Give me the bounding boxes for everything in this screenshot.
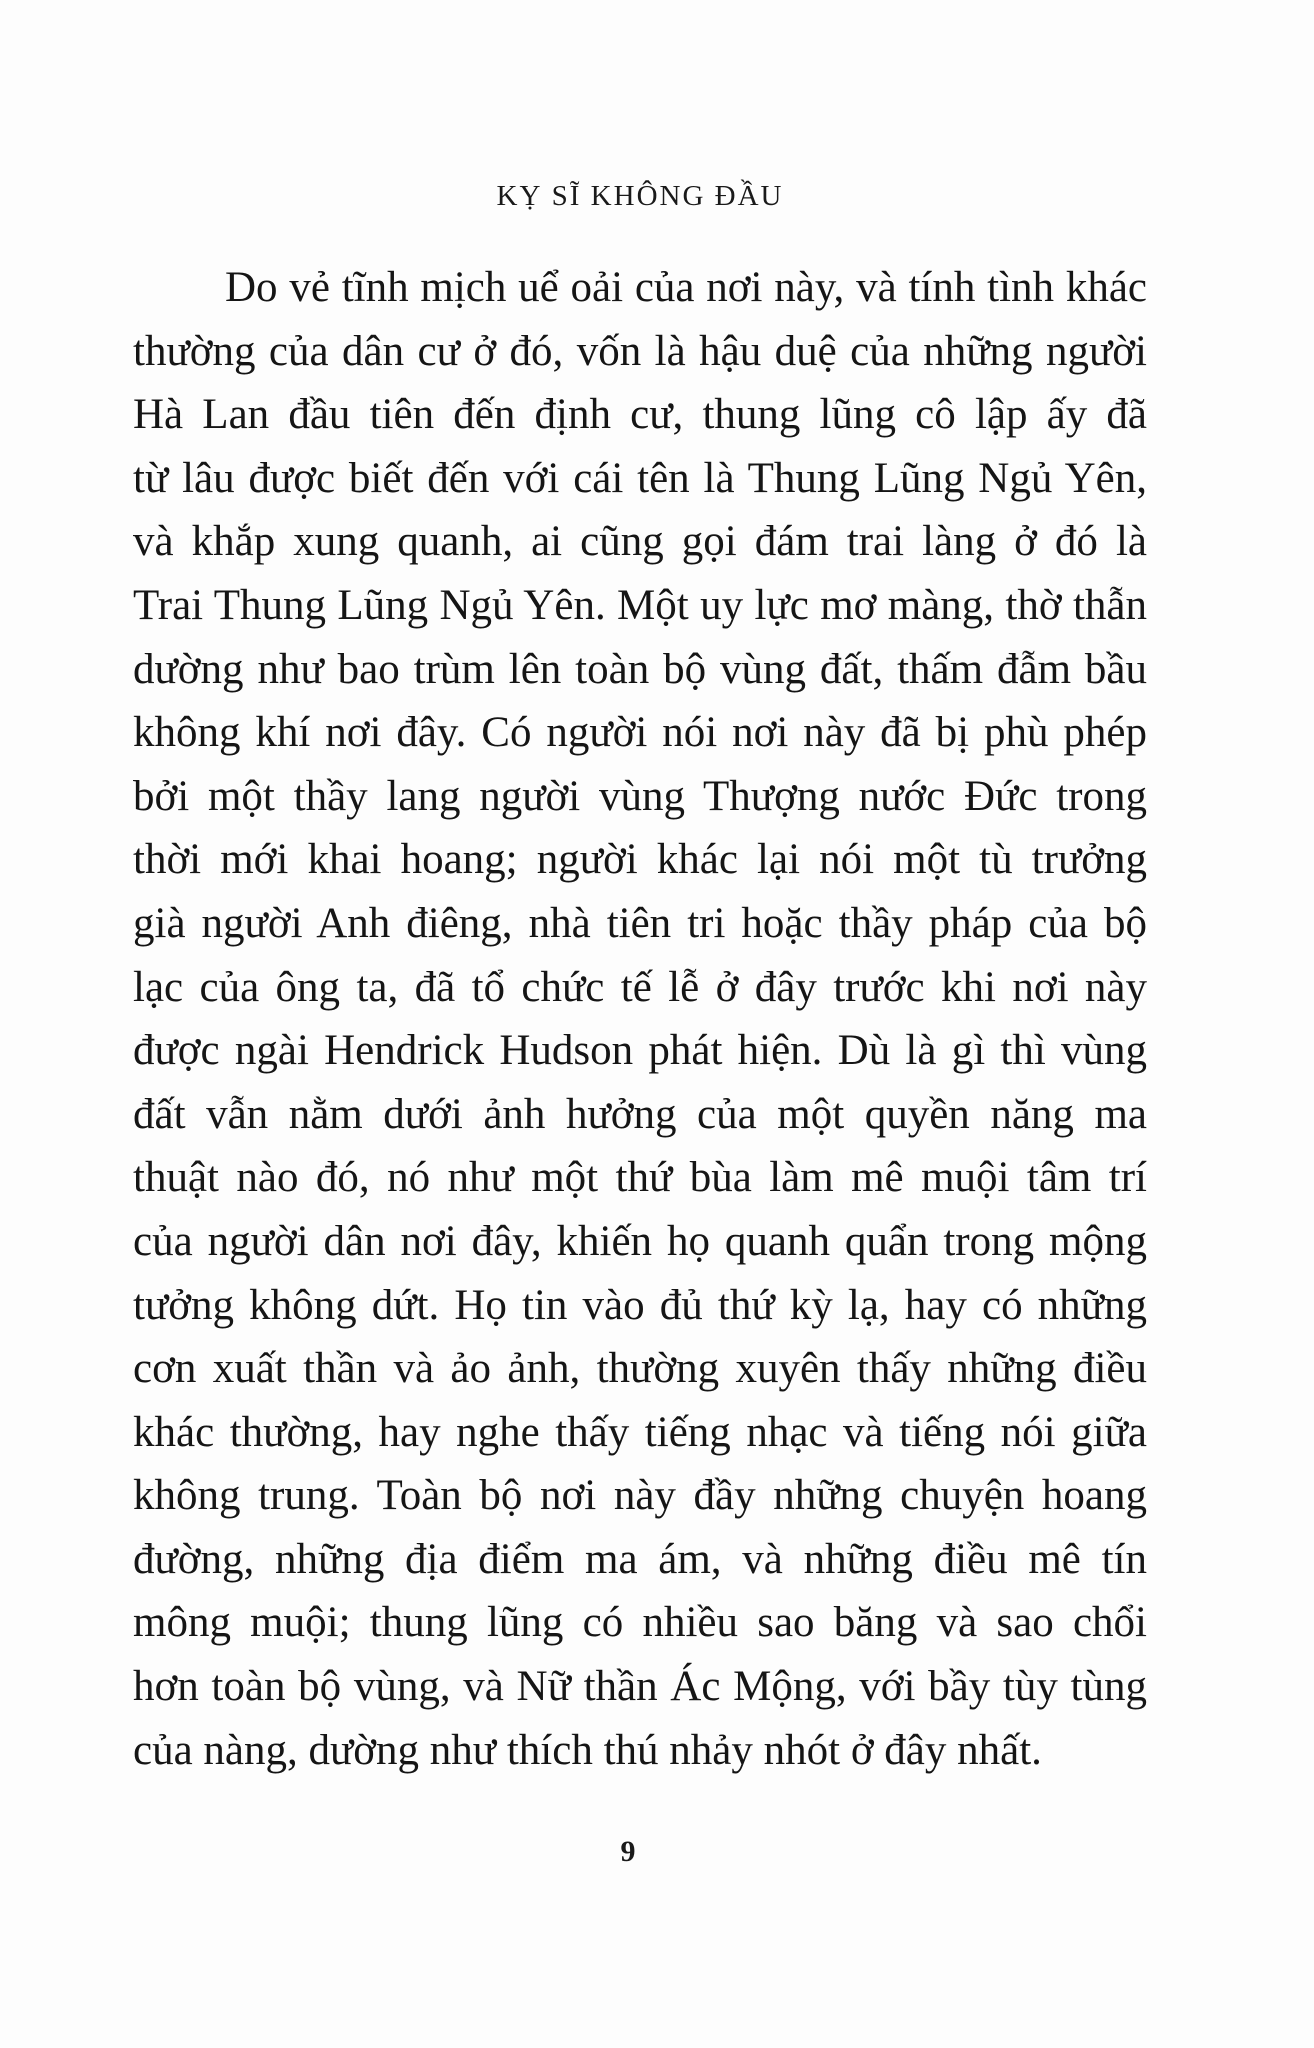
- text-line: khác thường, hay nghe thấy tiếng nhạc và tiếng nói giữa: [133, 1408, 1147, 1456]
- text-line: Trai Thung Lũng Ngủ Yên. Một uy lực mơ màng, thờ thẫn: [133, 581, 1147, 629]
- text-line: tưởng không dứt. Họ tin vào đủ thứ kỳ lạ, hay có những: [133, 1281, 1147, 1329]
- text-line: mông muội; thung lũng có nhiều sao băng và sao chổi: [133, 1599, 1147, 1647]
- text-line: đường, những địa điểm ma ám, và những điều mê tín: [133, 1535, 1147, 1583]
- text-line: bởi một thầy lang người vùng Thượng nước Đức trong: [133, 772, 1147, 820]
- text-line: đất vẫn nằm dưới ảnh hưởng của một quyền năng ma: [133, 1090, 1147, 1138]
- text-line: từ lâu được biết đến với cái tên là Thung Lũng Ngủ Yên,: [133, 454, 1147, 502]
- text-line: thời mới khai hoang; người khác lại nói một tù trưởng: [133, 836, 1147, 884]
- text-line: của người dân nơi đây, khiến họ quanh quẩn trong mộng: [133, 1217, 1147, 1265]
- text-line: được ngài Hendrick Hudson phát hiện. Dù là gì thì vùng: [133, 1027, 1147, 1075]
- body-paragraph: [133, 256, 1147, 1782]
- text-line: già người Anh điêng, nhà tiên tri hoặc thầy pháp của bộ: [133, 899, 1147, 947]
- text-line: của nàng, dường như thích thú nhảy nhót ở đây nhất.: [133, 1726, 1042, 1774]
- text-line: cơn xuất thần và ảo ảnh, thường xuyên thấy những điều: [133, 1345, 1147, 1393]
- text-line: thuật nào đó, nó như một thứ bùa làm mê muội tâm trí: [133, 1154, 1147, 1202]
- text-line: Hà Lan đầu tiên đến định cư, thung lũng cô lập ấy đã: [133, 391, 1147, 439]
- text-line: dường như bao trùm lên toàn bộ vùng đất, thấm đẫm bầu: [133, 645, 1147, 693]
- text-line: và khắp xung quanh, ai cũng gọi đám trai làng ở đó là: [133, 518, 1147, 566]
- text-line: Do vẻ tĩnh mịch uể oải của nơi này, và tính tình khác: [225, 264, 1147, 311]
- running-title: KỴ SĨ KHÔNG ĐẦU: [496, 180, 784, 212]
- page-number: 9: [620, 1835, 636, 1868]
- text-line: lạc của ông ta, đã tổ chức tế lễ ở đây trước khi nơi này: [133, 963, 1147, 1011]
- text-line: không khí nơi đây. Có người nói nơi này đã bị phù phép: [133, 709, 1147, 757]
- text-line: hơn toàn bộ vùng, và Nữ thần Ác Mộng, với bầy tùy tùng: [133, 1663, 1147, 1711]
- text-line: không trung. Toàn bộ nơi này đầy những chuyện hoang: [133, 1472, 1147, 1520]
- text-line: thường của dân cư ở đó, vốn là hậu duệ của những người: [133, 327, 1147, 375]
